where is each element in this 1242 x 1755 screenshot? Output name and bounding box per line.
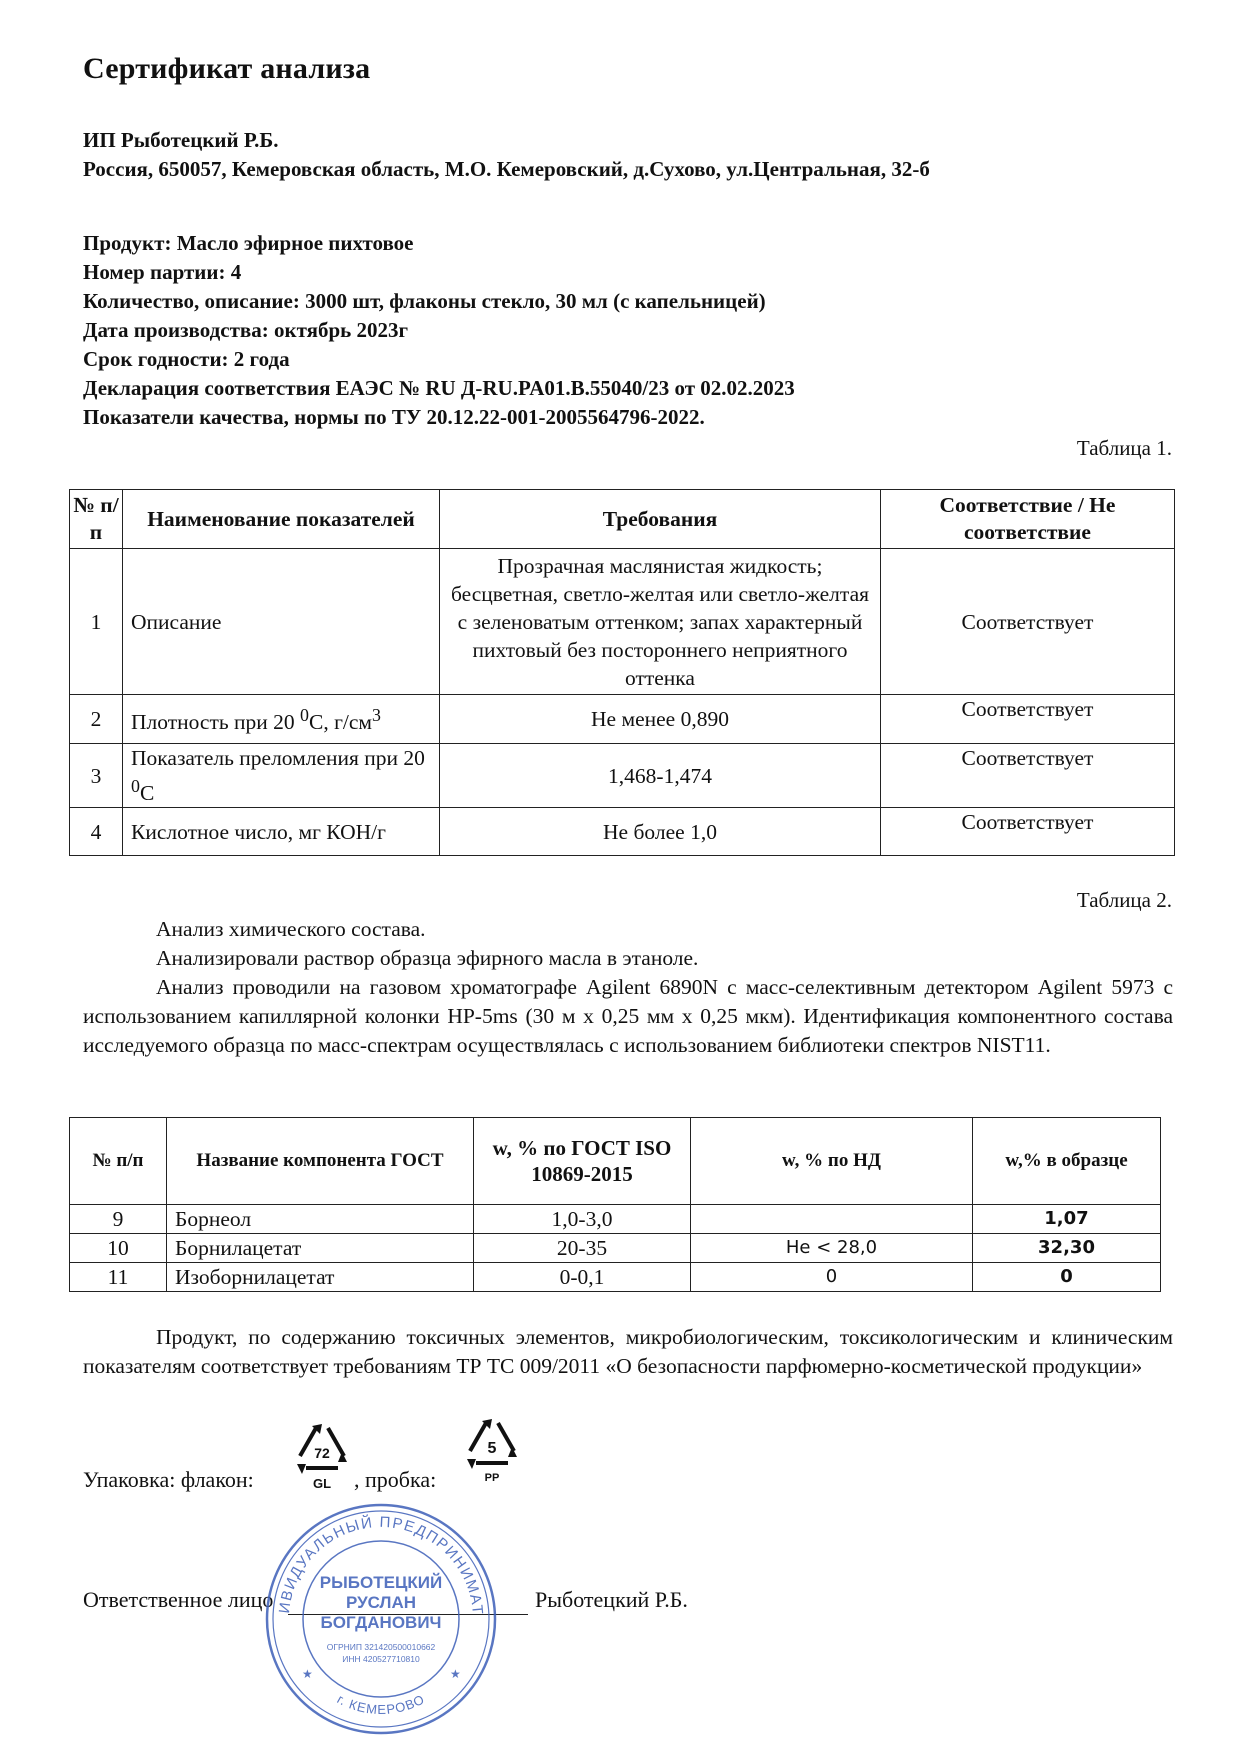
- header-nd: w, % по НД: [691, 1118, 973, 1205]
- row-requirement: Не более 1,0: [440, 808, 881, 856]
- shelf-life: Срок годности: 2 года: [83, 347, 290, 371]
- row-name: [123, 744, 440, 808]
- table-row: [70, 1205, 1161, 1234]
- row-name: Описание: [123, 549, 440, 695]
- row-nd: Не < 28,0: [691, 1234, 973, 1263]
- header-gost: w, % по ГОСТ ISO 10869-2015: [474, 1118, 691, 1205]
- superscript: 0: [300, 705, 309, 726]
- row-name: Кислотное число, мг КОН/г: [123, 808, 440, 856]
- company-name: ИП Рыботецкий Р.Б.: [83, 128, 279, 152]
- row-name: [123, 695, 440, 744]
- row-requirement: Не менее 0,890: [440, 695, 881, 744]
- analysis-heading: Анализ химического состава.: [156, 917, 426, 941]
- row-requirement: Прозрачная маслянистая жидкость; бесцветная, светло-желтая или светло-желтая с зеленоватым оттенком; запах характерный пихтовый без постороннего неприятного оттенка: [440, 549, 881, 695]
- stamp-line3: БОГДАНОВИЧ: [320, 1613, 442, 1632]
- table-row: [70, 695, 1175, 744]
- stamp-ring-text: ИВИДУАЛЬНЫЙ ПРЕДПРИНИМАТ: [276, 1513, 487, 1617]
- company-address: Россия, 650057, Кемеровская область, М.О. Кемеровский, д.Сухово, ул.Центральная, 32-б: [83, 157, 930, 181]
- row-gost: 0-0,1: [474, 1263, 691, 1292]
- header-component: Название компонента ГОСТ: [167, 1118, 474, 1205]
- responsible-label: Ответственное лицо: [83, 1587, 274, 1612]
- stamp-city: г. КЕМЕРОВО: [334, 1691, 428, 1718]
- stamp-line2: РУСЛАН: [345, 1593, 417, 1612]
- row-num: 9: [70, 1205, 167, 1234]
- row-nd: [691, 1205, 973, 1234]
- header-conformity: Соответствие / Не соответствие: [881, 490, 1175, 549]
- superscript: 3: [372, 705, 381, 726]
- row-num: 10: [70, 1234, 167, 1263]
- table-row: [70, 1234, 1161, 1263]
- batch-number: Номер партии: 4: [83, 260, 242, 284]
- table-row: [70, 744, 1175, 808]
- conclusion-text: Продукт, по содержанию токсичных элементов, микробиологическим, токсикологическим и клиническим показателям соответствует требованиям ТР ТС 009/2011 «О безопасности парфюмерно-косметической продукции»: [83, 1325, 1173, 1378]
- table1-caption: Таблица 1.: [1076, 436, 1172, 460]
- row-requirement: 1,468-1,474: [440, 744, 881, 808]
- stamp-star-icon: ★: [450, 1667, 461, 1681]
- header-requirements: Требования: [440, 490, 881, 549]
- quality-norms: Показатели качества, нормы по ТУ 20.12.22-001-2005564796-2022.: [83, 405, 705, 429]
- table2-caption: Таблица 2.: [1076, 888, 1172, 912]
- pp-text: PP: [484, 1472, 500, 1484]
- row-component: Борнеол: [167, 1205, 474, 1234]
- table-row: [70, 549, 1175, 695]
- glass-text: GL: [312, 1476, 332, 1491]
- table-header-row: [70, 1118, 1161, 1205]
- row-nd: 0: [691, 1263, 973, 1292]
- name-text: С, г/см: [309, 710, 373, 735]
- row-num: 11: [70, 1263, 167, 1292]
- svg-text:г. КЕМЕРОВО: [335, 1691, 428, 1717]
- row-component: Изоборнилацетат: [167, 1263, 474, 1292]
- document-title: Сертификат анализа: [83, 52, 371, 85]
- cork-label: , пробка:: [354, 1467, 437, 1492]
- analysis-method: Анализ проводили на газовом хроматографе Agilent 6890N с масс-селективным детектором Agilent 5973 с использованием капиллярной колонки HP-5ms (30 м х 0,25 мм х 0,25 мкм). Идентификация компонентного состава исследуемого образца по масс-спектрам осуществлялась с использованием библиотеки спектров NIST11.: [83, 975, 1173, 1057]
- row-result: Соответствует: [881, 744, 1175, 808]
- row-num: 1: [70, 549, 123, 695]
- row-num: 2: [70, 695, 123, 744]
- stamp-ogrn: ОГРНИП 321420500010662: [326, 1642, 436, 1652]
- pp-code: 5: [487, 1440, 497, 1457]
- glass-code: 72: [314, 1445, 330, 1461]
- header-name: Наименование показателей: [123, 490, 440, 549]
- row-num: 3: [70, 744, 123, 808]
- name-text: Показатель преломления при 20: [131, 746, 425, 770]
- row-sample: 32,30: [973, 1234, 1161, 1263]
- stamp-line1: РЫБОТЕЦКИЙ: [319, 1573, 443, 1592]
- responsible-name: Рыботецкий Р.Б.: [535, 1587, 688, 1612]
- pp-recycling-icon: [460, 1415, 524, 1487]
- quality-table: [69, 489, 1175, 856]
- production-date: Дата производства: октябрь 2023г: [83, 318, 409, 342]
- composition-table: [69, 1117, 1161, 1292]
- glass-recycling-icon: [290, 1420, 354, 1492]
- name-text: С: [139, 781, 155, 806]
- header-sample: w,% в образце: [973, 1118, 1161, 1205]
- company-stamp: [262, 1500, 500, 1738]
- table-row: [70, 808, 1175, 856]
- row-sample: 1,07: [973, 1205, 1161, 1234]
- row-gost: 1,0-3,0: [474, 1205, 691, 1234]
- packaging-label: Упаковка: флакон:: [83, 1467, 254, 1492]
- declaration: Декларация соответствия ЕАЭС № RU Д-RU.PA01.B.55040/23 от 02.02.2023: [83, 376, 795, 400]
- name-text: Плотность при 20: [131, 710, 301, 735]
- row-result: Соответствует: [881, 549, 1175, 695]
- table-header-row: [70, 490, 1175, 549]
- row-result: Соответствует: [881, 808, 1175, 856]
- table-row: [70, 1263, 1161, 1292]
- row-component: Борнилацетат: [167, 1234, 474, 1263]
- stamp-star-icon: ★: [302, 1667, 313, 1681]
- product-name: Продукт: Масло эфирное пихтовое: [83, 231, 414, 255]
- row-num: 4: [70, 808, 123, 856]
- row-gost: 20-35: [474, 1234, 691, 1263]
- stamp-inn: ИНН 420527710810: [342, 1654, 420, 1664]
- row-result: Соответствует: [881, 695, 1175, 744]
- header-num: № п/п: [70, 1118, 167, 1205]
- header-num: № п/п: [70, 490, 123, 549]
- row-sample: 0: [973, 1263, 1161, 1292]
- analysis-solution: Анализировали раствор образца эфирного масла в этаноле.: [156, 946, 699, 970]
- superscript: 0: [131, 776, 140, 796]
- quantity-description: Количество, описание: 3000 шт, флаконы стекло, 30 мл (с капельницей): [83, 289, 766, 313]
